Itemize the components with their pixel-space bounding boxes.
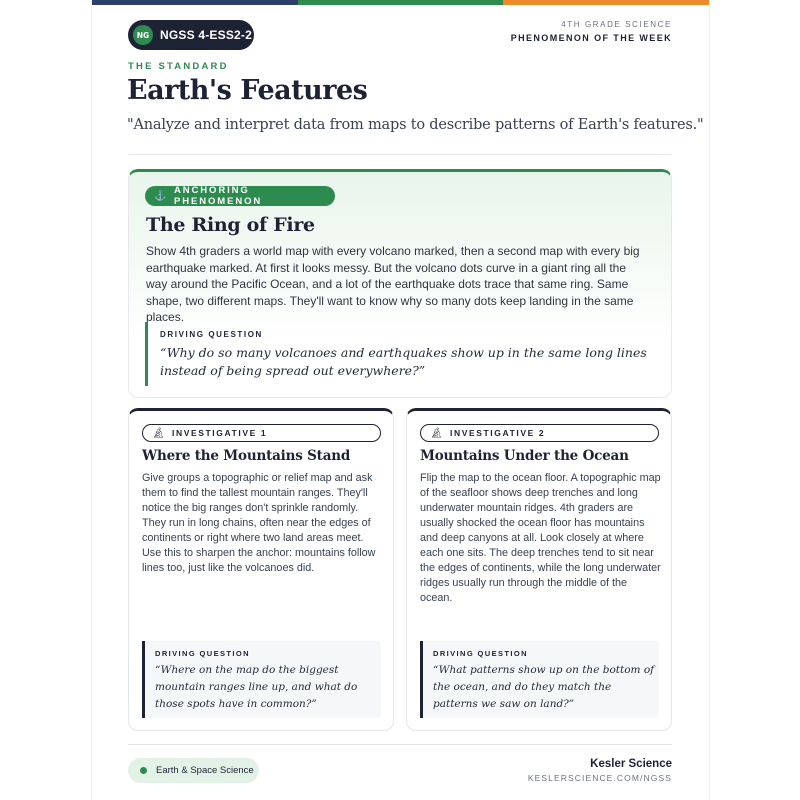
- investigation-card-1: [128, 408, 394, 731]
- standard-eyebrow: THE STANDARD: [128, 61, 229, 72]
- brand-block: [528, 758, 672, 783]
- standard-quote: "Analyze and interpret data from maps to describe patterns of Earth's features.": [127, 117, 704, 133]
- investigation-driving-question: [142, 641, 381, 718]
- anchor-body: Show 4th graders a world map with every volcano marked, then a second map with every big earthquake marked. At first it looks messy. But the volcano dots curve in a giant ring all the way around the Pacific Ocean, and a lot of the earthquake dots trace that same ring. Same shape, two different maps. They'll want to know why so many dots keep landing in the same places.: [146, 244, 640, 324]
- category-dot-icon: [140, 767, 147, 774]
- grade-label: 4TH GRADE SCIENCE: [561, 20, 672, 29]
- divider: [128, 154, 672, 155]
- investigation-title: Where the Mountains Stand: [142, 448, 351, 464]
- anchor-icon: ⚓: [154, 190, 167, 202]
- anchoring-phenomenon-pill: [145, 186, 335, 206]
- series-label: PHENOMENON OF THE WEEK: [510, 33, 672, 43]
- anchor-title: The Ring of Fire: [146, 214, 315, 236]
- investigation-driving-question: [420, 641, 659, 718]
- category-pill: [128, 758, 259, 783]
- standard-badge: [128, 20, 254, 50]
- brand-name: Kesler Science: [590, 758, 672, 770]
- investigation-label: INVESTIGATIVE 1: [172, 428, 268, 438]
- footer-divider: [128, 744, 672, 745]
- driving-question-label: DRIVING QUESTION: [433, 649, 528, 658]
- color-bar: [92, 0, 709, 5]
- standard-code: NGSS 4-ESS2-2: [160, 28, 252, 42]
- investigation-card-2: [406, 408, 672, 731]
- investigation-body: Flip the map to the ocean floor. A topographic map of the seafloor shows deep trenches and long underwater mountain ridges. 4th graders are usually shocked the ocean floor has mountains and deep canyons at all. Look closely at where each one sits. The deep trenches tend to sit near the edges of continents, while the long underwater ridges usually run through the middle of the ocean.: [420, 472, 661, 604]
- microscope-icon: 🔬︎: [152, 427, 165, 439]
- driving-question-text: “Why do so many volcanoes and earthquakes show up in the same long lines instead of being spread out everywhere?”: [160, 345, 647, 378]
- investigation-label: INVESTIGATIVE 2: [450, 428, 546, 438]
- microscope-icon: 🔬︎: [430, 427, 443, 439]
- color-bar-segment-orange: [503, 0, 709, 5]
- series-header: [511, 20, 672, 43]
- standard-badge-initials: NG: [133, 25, 153, 45]
- anchor-driving-question: [145, 322, 655, 386]
- color-bar-segment-green: [298, 0, 504, 5]
- anchoring-phenomenon-card: [128, 169, 672, 398]
- investigation-title: Mountains Under the Ocean: [420, 448, 629, 464]
- driving-question-text: “What patterns show up on the bottom of the ocean, and do they match the patterns we saw on land?”: [433, 664, 655, 710]
- investigation-pill: [142, 424, 381, 442]
- anchoring-phenomenon-label: ANCHORING PHENOMENON: [174, 185, 263, 207]
- driving-question-label: DRIVING QUESTION: [160, 330, 263, 339]
- investigation-body: Give groups a topographic or relief map and ask them to find the tallest mountain ranges. They'll notice the big ranges don't sprinkle randomly. They run in long chains, often near the edges of continents or right where two land areas meet. Use this to sharpen the anchor: mountains follow lines too, just like the volcanoes did.: [142, 472, 376, 574]
- page-title: Earth's Features: [127, 75, 368, 106]
- color-bar-segment-navy: [92, 0, 298, 5]
- worksheet-page: [92, 0, 709, 800]
- driving-question-text: “Where on the map do the biggest mountain ranges line up, and what do those spots have in common?”: [155, 664, 358, 710]
- category-label: Earth & Space Science: [156, 765, 254, 776]
- investigation-pill: [420, 424, 659, 442]
- driving-question-label: DRIVING QUESTION: [155, 649, 250, 658]
- brand-url[interactable]: KESLERSCIENCE.COM/NGSS: [527, 773, 672, 783]
